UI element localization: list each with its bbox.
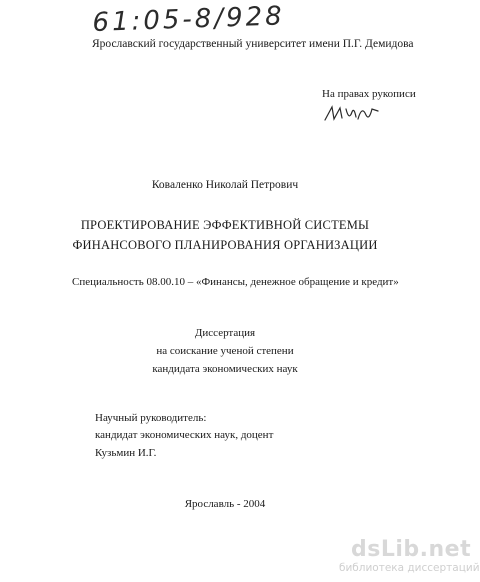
handwritten-signature: [322, 103, 382, 125]
city-year: Ярославль - 2004: [184, 498, 266, 510]
author-name: Коваленко Николай Петрович: [151, 179, 299, 191]
watermark-logo: dsLib.net: [351, 537, 472, 562]
thesis-title-line-2: ФИНАНСОВОГО ПЛАНИРОВАНИЯ ОРГАНИЗАЦИИ: [72, 238, 378, 252]
advisor-degree: кандидат экономических наук, доцент: [95, 429, 274, 441]
university-name: Ярославский государственный университет имени П.Г. Демидова: [92, 38, 414, 50]
thesis-title-line-1: ПРОЕКТИРОВАНИЕ ЭФФЕКТИВНОЙ СИСТЕМЫ: [80, 218, 370, 232]
degree-name: кандидата экономических наук: [152, 363, 298, 375]
specialty-line: Специальность 08.00.10 – «Финансы, денежное обращение и кредит»: [72, 276, 399, 288]
rights-note: На правах рукописи: [322, 88, 416, 100]
advisor-name: Кузьмин И.Г.: [95, 447, 157, 459]
dissertation-label: Диссертация: [194, 327, 256, 339]
advisor-label: Научный руководитель:: [95, 412, 207, 424]
watermark-subtitle: библиотека диссертаций: [339, 562, 480, 574]
archive-stamp: 61:05-8/928: [92, 1, 286, 38]
degree-purpose: на соискание ученой степени: [156, 345, 294, 357]
